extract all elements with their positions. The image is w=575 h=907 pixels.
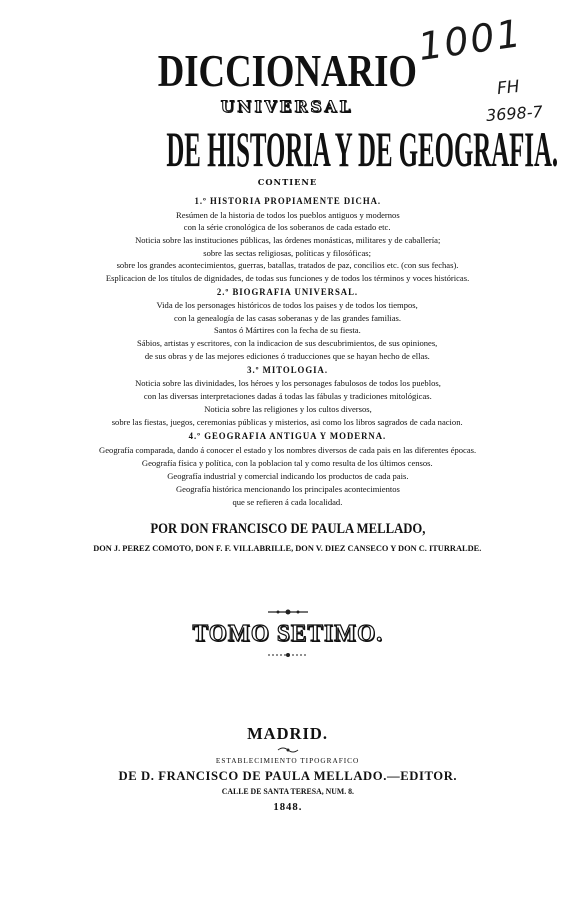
section-line: Geografía histórica mencionando los principales acontecimientos <box>175 484 400 494</box>
section-line: con las diversas interpretaciones dadas á todas las fábulas y tradiciones mitológicas. <box>143 391 432 401</box>
section-line: Noticia sobre las instituciones públicas, las órdenes monásticas, militares y de caballería; <box>134 235 441 245</box>
section-line: Sábios, artistas y escritores, con la indicacion de sus descubrimientos, de sus opiniones, <box>137 338 438 348</box>
section-line: Resúmen de la historia de todos los pueblos antiguos y modernos <box>175 210 400 220</box>
handwritten-shelfmark-line-2: 3698-7 <box>485 102 544 125</box>
imprint-city: MADRID. <box>247 724 328 743</box>
author-collaborators: DON J. PEREZ COMOTO, DON F. F. VILLABRILLE, DON V. DIEZ CANSECO Y DON C. ITURRALDE. <box>93 543 482 553</box>
volume-title: TOMO SETIMO. <box>192 621 383 647</box>
section-line: sobre los grandes acontecimientos, guerras, batallas, tratados de paz, concilios etc. (con sus fechas). <box>116 260 459 270</box>
ornament-city <box>0 746 575 756</box>
section-line: Santos ó Mártires con la fecha de su fiesta. <box>214 325 361 335</box>
section-heading-mythology: 3.º MITOLOGIA. <box>247 365 328 375</box>
ornament-top <box>0 608 575 618</box>
section-line: de sus obras y de las mejores ediciones ó traducciones que se hayan hecho de ellas. <box>144 351 431 361</box>
ornament-top-icon <box>268 608 308 616</box>
section-heading-biography: 2.º BIOGRAFIA UNIVERSAL. <box>216 287 359 297</box>
imprint-year: 1848. <box>273 801 302 813</box>
author-main: POR DON FRANCISCO DE PAULA MELLADO, <box>149 521 426 537</box>
section-line: Geografía comparada, dando á conocer el estado y los nombres diversos de cada pais en las diferentes épocas. <box>98 445 477 455</box>
ornament-bottom <box>0 651 575 661</box>
section-line: Noticia sobre las divinidades, los héroes y los personages fabulosos de todos los pueblos, <box>134 378 441 388</box>
section-heading-geography: 4.º GEOGRAFIA ANTIGUA Y MODERNA. <box>188 431 387 441</box>
section-line: con la genealogía de las casas soberanas y de las grandes familias. <box>174 313 401 323</box>
section-line: Geografía física y política, con la poblacion tal y como resulta de los últimos censos. <box>142 458 433 468</box>
section-line: Vida de los personages históricos de todos los paises y de todos los tiempos, <box>156 300 419 310</box>
ornament-bottom-icon <box>268 651 308 659</box>
imprint-address: CALLE DE SANTA TERESA, NUM. 8. <box>221 787 354 796</box>
section-heading-history: 1.º HISTORIA PROPIAMENTE DICHA. <box>194 196 381 206</box>
handwritten-shelfmark-line-1: FH <box>496 76 521 100</box>
handwritten-number: 1001 <box>415 10 526 70</box>
imprint-establishment: ESTABLECIMIENTO TIPOGRAFICO <box>215 756 360 765</box>
title-line-2: UNIVERSAL <box>221 97 354 116</box>
section-line: con la série cronológica de los soberanos de cada estado etc. <box>184 222 391 232</box>
section-line: sobre las sectas religiosas, políticas y filosóficas; <box>203 248 372 258</box>
ornament-city-icon <box>276 746 300 754</box>
section-line: Esplicacion de los títulos de dignidades, de todas sus funciones y de todos los términos y voces históricas. <box>105 273 470 283</box>
section-line: Geografía industrial y comercial indicando los productos de cada pais. <box>166 471 409 481</box>
section-line: sobre las fiestas, juegos, ceremonias públicas y misterios, asi como los libros sagrados de cada nacion. <box>112 417 463 427</box>
contents-label: CONTIENE <box>257 178 318 188</box>
section-line: Noticia sobre las religiones y los cultos diversos, <box>203 404 372 414</box>
title-line-1: DICCIONARIO <box>157 45 418 96</box>
title-line-3: DE HISTORIA Y DE GEOGRAFIA. <box>166 121 559 177</box>
section-line: que se refieren á cada localidad. <box>232 497 343 507</box>
imprint-publisher: DE D. FRANCISCO DE PAULA MELLADO.—EDITOR. <box>118 768 457 783</box>
